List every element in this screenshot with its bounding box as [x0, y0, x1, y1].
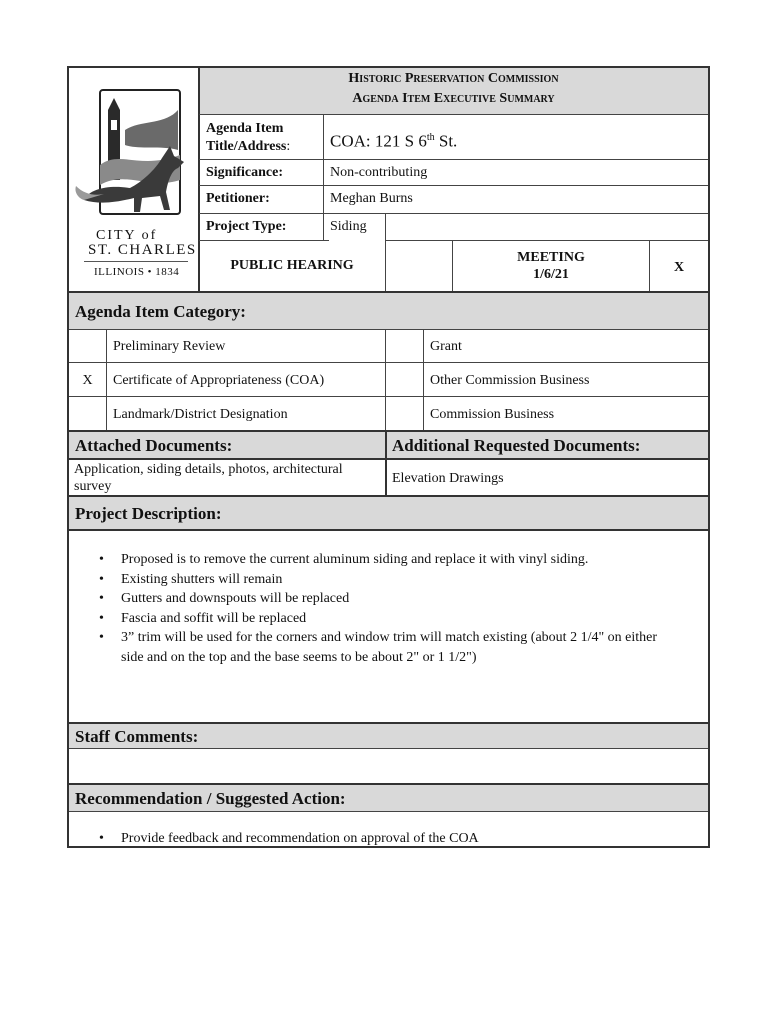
meeting-label: MEETING [517, 250, 585, 265]
additional-documents-value: Elevation Drawings [392, 471, 504, 486]
logo-city-name: ST. CHARLES [88, 242, 197, 258]
recommendation-list [70, 829, 706, 849]
agenda-item-title: COA: 121 S 6th St. [330, 131, 458, 151]
header-title-line1: Historic Preservation Commission [348, 71, 559, 86]
header-title-line2: Agenda Item Executive Summary [352, 91, 555, 106]
project-type-label: Project Type: [206, 219, 287, 234]
agenda-item-label: Agenda Item Title/Address: [206, 121, 291, 154]
public-hearing-label: PUBLIC HEARING [230, 258, 354, 273]
logo-divider [84, 261, 188, 262]
additional-documents-heading: Additional Requested Documents: [392, 436, 641, 455]
category-coa-mark: X [82, 373, 93, 388]
list-item: • Gutters and downspouts will be replaced [99, 591, 350, 606]
logo-state-year: ILLINOIS • 1834 [94, 266, 180, 278]
list-item: • 3” trim will be used for the corners and window trim will match existing (about 2 1/4" on either side and on the top and the base seems to be about 2" or 1 1/2") [99, 630, 658, 665]
category-heading: Agenda Item Category: [75, 302, 246, 321]
staff-comments-body [69, 749, 708, 783]
recommendation-heading: Recommendation / Suggested Action: [75, 789, 346, 808]
project-description-heading: Project Description: [75, 504, 222, 523]
attached-documents-heading: Attached Documents: [75, 436, 233, 455]
list-item: • Fascia and soffit will be replaced [99, 610, 307, 626]
project-description-list [70, 550, 706, 667]
list-item: • Provide feedback and recommendation on approval of the COA [99, 831, 479, 846]
category-coa: Certificate of Appropriateness (COA) [113, 373, 325, 388]
petitioner-label: Petitioner: [206, 191, 270, 206]
project-type-value: Siding [330, 219, 367, 234]
logo-city-of: CITY of [96, 228, 158, 243]
category-landmark-designation: Landmark/District Designation [113, 407, 288, 422]
staff-comments-heading: Staff Comments: [75, 727, 199, 746]
category-commission-business: Commission Business [430, 407, 555, 422]
meeting-checkbox-mark: X [673, 260, 685, 275]
petitioner-value: Meghan Burns [330, 191, 413, 206]
attached-documents-value: Application, siding details, photos, architectural survey [74, 462, 343, 494]
fox-tower-emblem-icon [70, 70, 198, 230]
city-logo [70, 70, 198, 290]
list-item: • Proposed is to remove the current aluminum siding and replace it with vinyl siding. [99, 552, 589, 567]
category-other-commission-business: Other Commission Business [430, 373, 590, 388]
significance-label: Significance: [206, 165, 283, 180]
significance-value: Non-contributing [330, 165, 428, 180]
list-item: • Existing shutters will remain [99, 571, 283, 587]
category-preliminary-review: Preliminary Review [113, 339, 226, 354]
category-grant: Grant [430, 339, 462, 354]
meeting-date: 1/6/21 [533, 267, 569, 282]
